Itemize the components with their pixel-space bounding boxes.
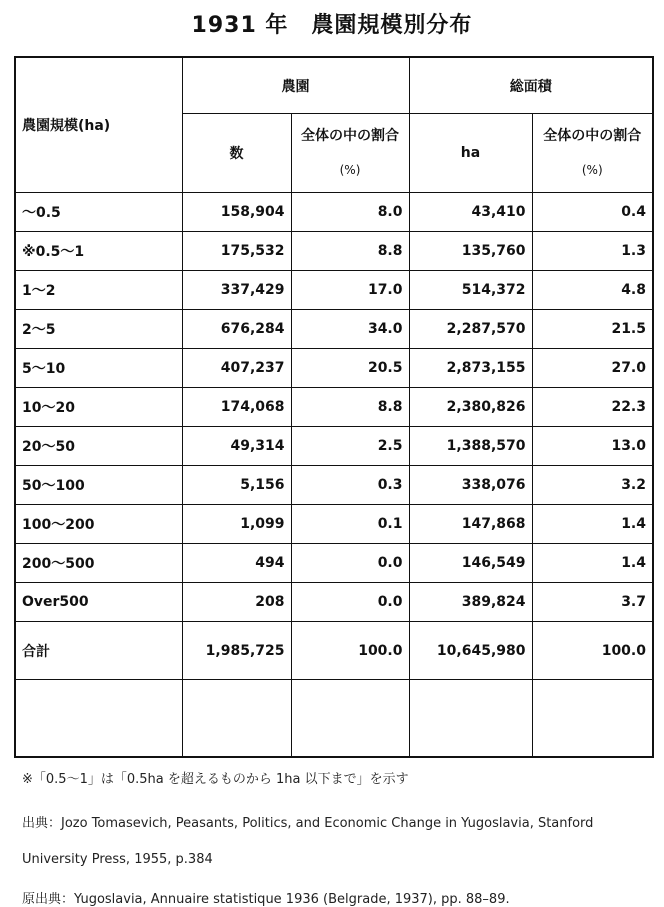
total-row [15,622,653,680]
source-line-1: 出典：Jozo Tomasevich, Peasants, Politics, and Economic Change in Yugoslavia, Stanford [22,816,594,831]
size-cell: Over500 [15,583,182,622]
count-cell: 158,904 [182,193,291,232]
count-pct-cell: 0.3 [291,466,409,505]
size-cell: 5〜10 [15,349,182,388]
empty-cell [409,680,532,758]
area-pct-cell: 4.8 [532,271,653,310]
count-pct-cell: 0.0 [291,583,409,622]
count-pct-cell: 34.0 [291,310,409,349]
table-row [15,193,653,232]
area-pct-cell: 3.2 [532,466,653,505]
table-row [15,232,653,271]
total-count: 1,985,725 [182,622,291,680]
count-pct-cell: 20.5 [291,349,409,388]
header-row-1 [15,57,653,114]
count-cell: 174,068 [182,388,291,427]
size-cell: 200〜500 [15,544,182,583]
count-pct-cell: 0.0 [291,544,409,583]
size-cell: 〜0.5 [15,193,182,232]
area-cell: 43,410 [409,193,532,232]
table-row [15,505,653,544]
count-pct-label: (%) [339,163,361,177]
page-title: 1931 年 農園規模別分布 [191,13,473,38]
ha-header: ha [409,114,532,193]
table-row [15,544,653,583]
count-pct-cell: 8.8 [291,388,409,427]
area-cell: 135,760 [409,232,532,271]
area-cell: 2,380,826 [409,388,532,427]
count-cell: 676,284 [182,310,291,349]
total-area: 10,645,980 [409,622,532,680]
empty-cell [532,680,653,758]
area-cell: 338,076 [409,466,532,505]
area-pct-cell: 1.4 [532,544,653,583]
area-pct-cell: 27.0 [532,349,653,388]
count-cell: 208 [182,583,291,622]
area-cell: 389,824 [409,583,532,622]
table-row [15,310,653,349]
area-cell: 2,287,570 [409,310,532,349]
count-share-label: 全体の中の割合 [301,128,399,144]
size-cell: 50〜100 [15,466,182,505]
area-cell: 2,873,155 [409,349,532,388]
area-pct-cell: 13.0 [532,427,653,466]
area-pct-cell: 0.4 [532,193,653,232]
count-pct-cell: 2.5 [291,427,409,466]
total-count-pct: 100.0 [291,622,409,680]
area-pct-cell: 1.3 [532,232,653,271]
size-cell: 2〜5 [15,310,182,349]
area-cell: 146,549 [409,544,532,583]
farm-size-table [14,56,654,758]
total-label: 合計 [15,622,182,680]
area-pct-cell: 3.7 [532,583,653,622]
area-share-header [532,114,653,193]
count-cell: 5,156 [182,466,291,505]
source-line-2: University Press, 1955, p.384 [22,852,213,867]
size-header: 農園規模(ha) [15,57,182,193]
count-pct-cell: 0.1 [291,505,409,544]
size-cell: ※0.5〜1 [15,232,182,271]
count-cell: 337,429 [182,271,291,310]
empty-cell [291,680,409,758]
count-share-header [291,114,409,193]
size-cell: 1〜2 [15,271,182,310]
area-cell: 514,372 [409,271,532,310]
original-source: 原出典：Yugoslavia, Annuaire statistique 1936 (Belgrade, 1937), pp. 88–89. [22,892,510,907]
area-pct-cell: 1.4 [532,505,653,544]
count-cell: 1,099 [182,505,291,544]
area-pct-cell: 21.5 [532,310,653,349]
count-pct-cell: 8.0 [291,193,409,232]
table-row [15,583,653,622]
table-row [15,349,653,388]
area-share-label: 全体の中の割合 [543,128,642,144]
table-row [15,427,653,466]
count-cell: 407,237 [182,349,291,388]
empty-cell [182,680,291,758]
range-note: ※「0.5〜1」は「0.5ha を超えるものから 1ha 以下まで」を示す [22,772,409,787]
size-cell: 100〜200 [15,505,182,544]
size-cell: 10〜20 [15,388,182,427]
empty-row [15,680,653,758]
empty-cell [15,680,182,758]
area-pct-label: (%) [581,163,603,177]
total-area-pct: 100.0 [532,622,653,680]
area-pct-cell: 22.3 [532,388,653,427]
table-row [15,388,653,427]
count-pct-cell: 8.8 [291,232,409,271]
area-cell: 147,868 [409,505,532,544]
table-row [15,466,653,505]
area-cell: 1,388,570 [409,427,532,466]
count-cell: 49,314 [182,427,291,466]
table-row [15,271,653,310]
count-cell: 175,532 [182,232,291,271]
count-cell: 494 [182,544,291,583]
size-cell: 20〜50 [15,427,182,466]
farms-group-header: 農園 [182,57,409,114]
count-header: 数 [182,114,291,193]
count-pct-cell: 17.0 [291,271,409,310]
area-group-header: 総面積 [409,57,653,114]
